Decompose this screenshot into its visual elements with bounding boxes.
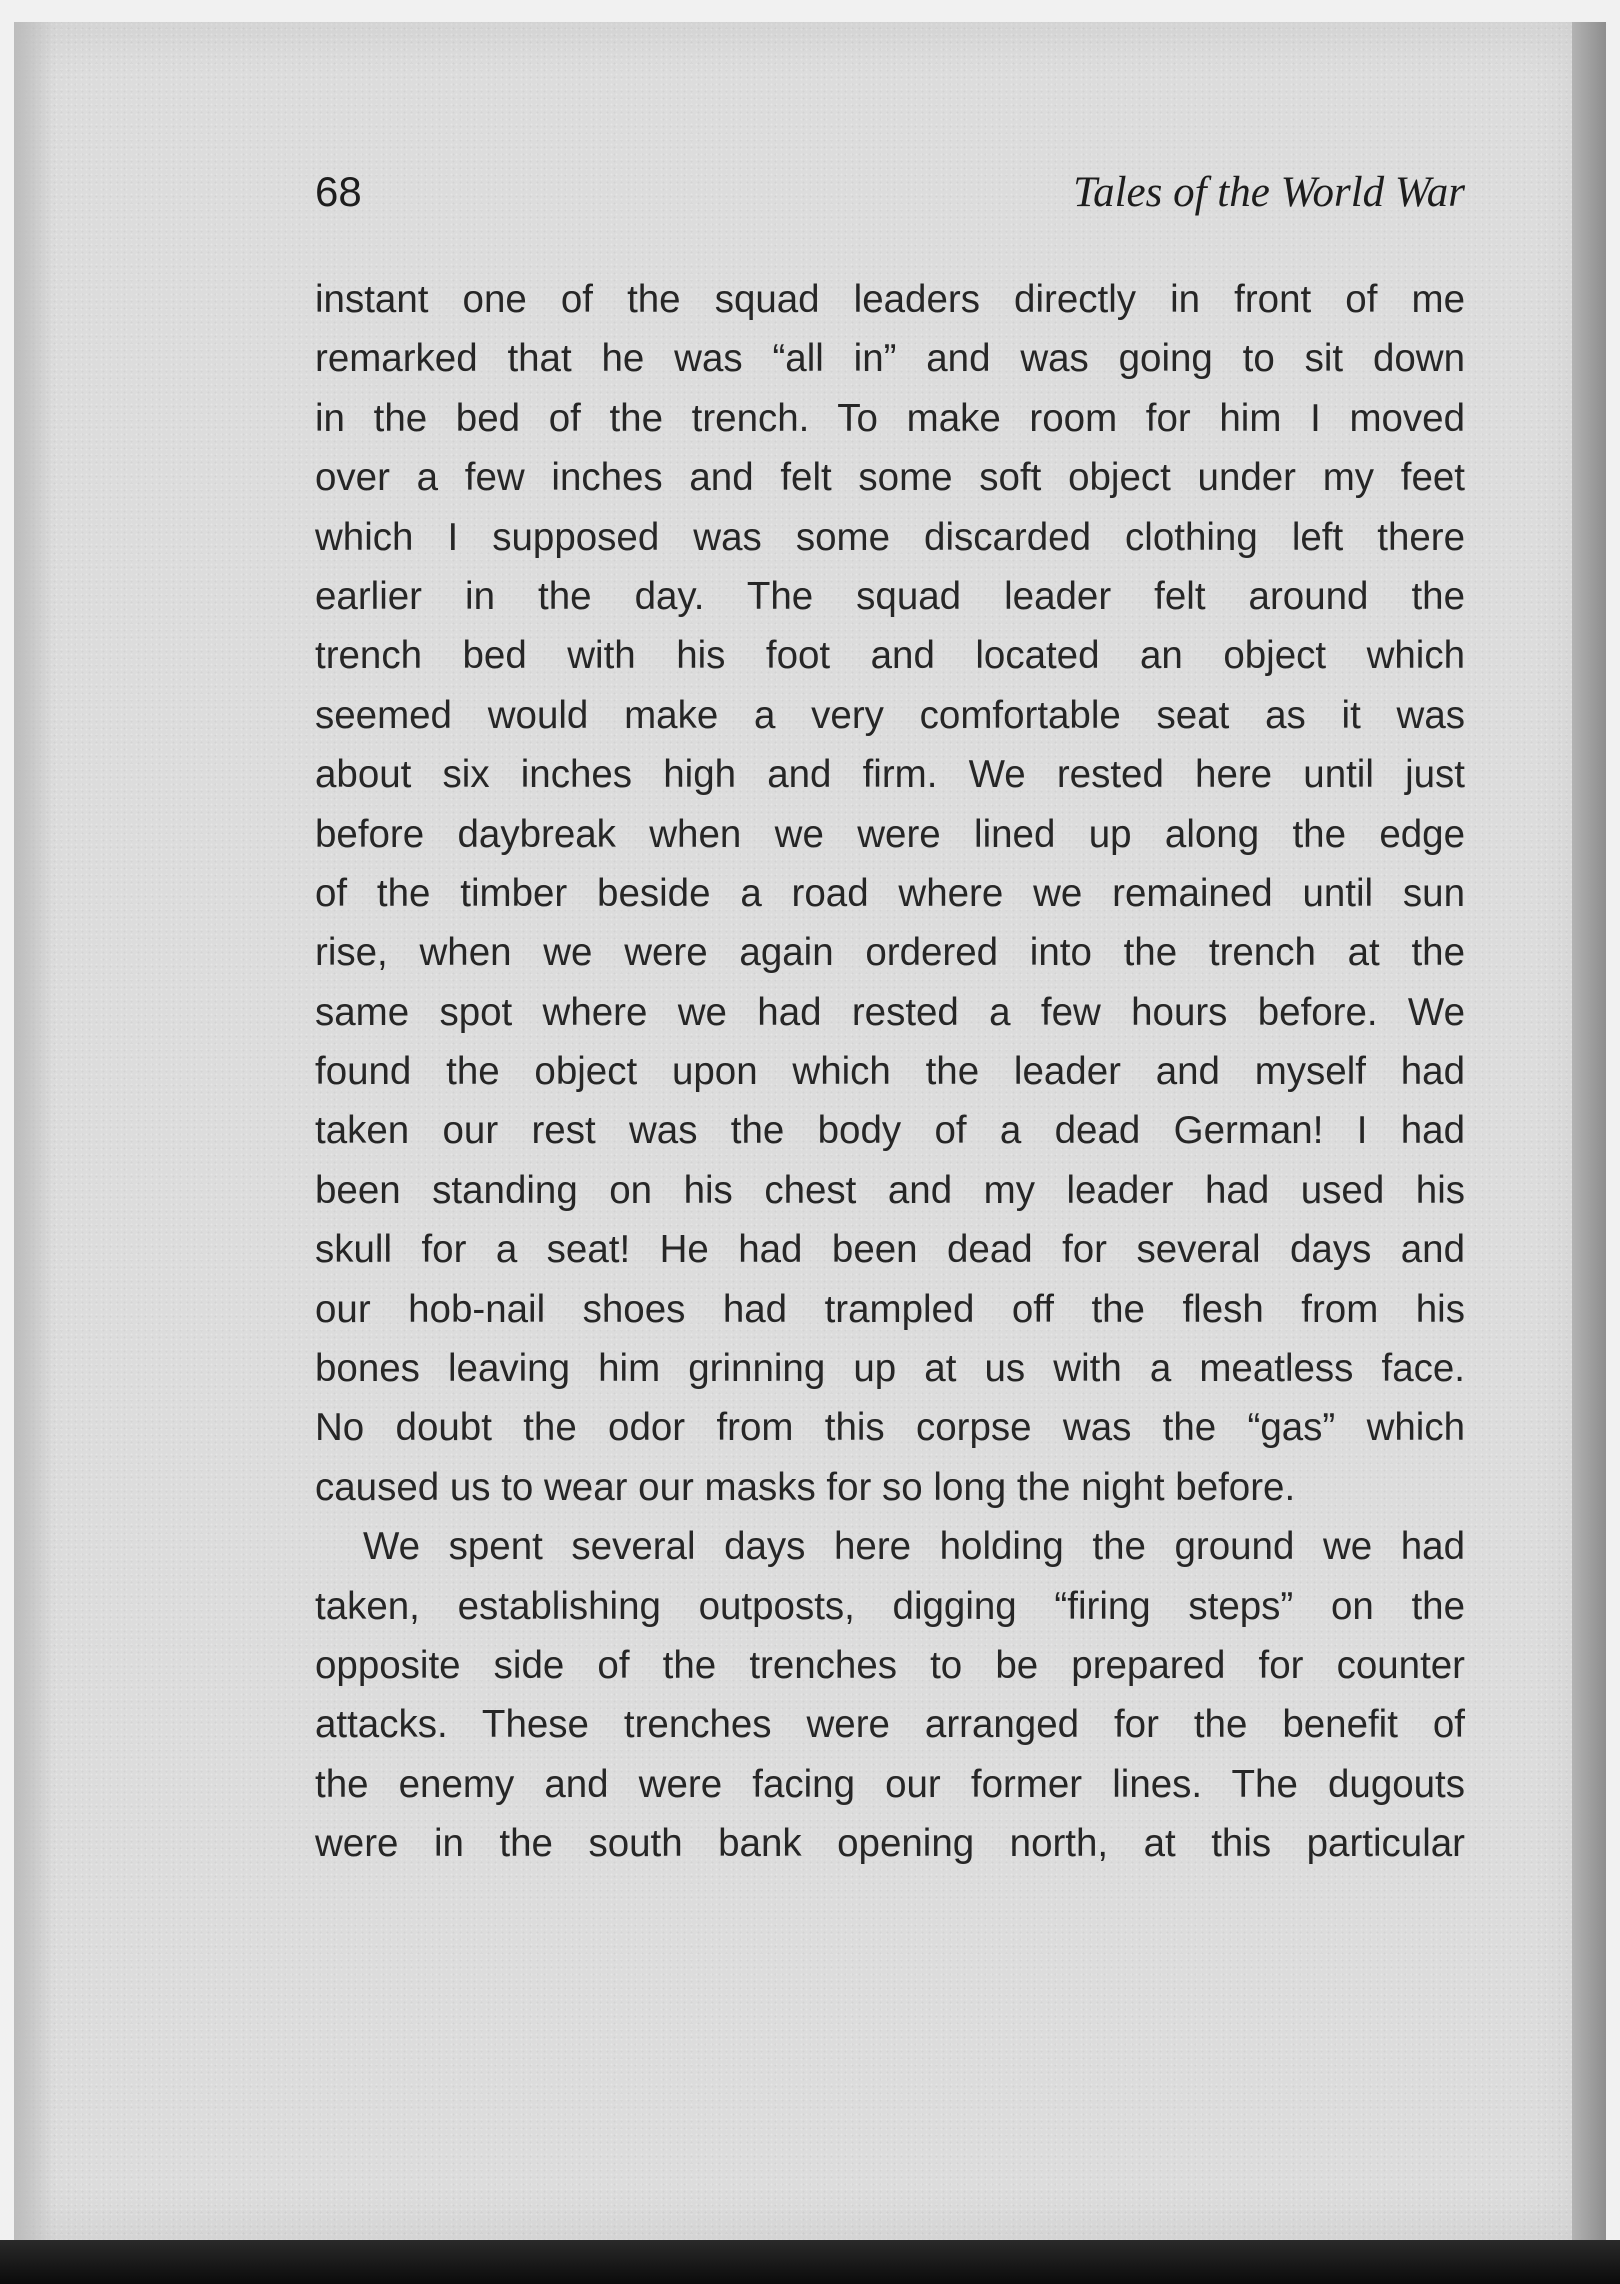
text-line: We spent several days here holding the ground we had — [363, 1525, 1465, 1569]
body-text — [315, 270, 1465, 1874]
paragraph-1 — [315, 270, 1465, 1517]
page-edge — [1572, 22, 1606, 2240]
text-line: about six inches high and firm. We rested here until just — [315, 753, 1465, 797]
text-line: were in the south bank opening north, at this particular — [315, 1822, 1465, 1866]
text-line: taken our rest was the body of a dead German! I had — [315, 1109, 1465, 1153]
text-line: before daybreak when we were lined up along the edge — [315, 812, 1465, 856]
text-line: trench bed with his foot and located an object which — [315, 634, 1465, 678]
text-line: the enemy and were facing our former lines. The dugouts — [315, 1762, 1465, 1806]
text-line: taken, establishing outposts, digging “firing steps” on the — [315, 1584, 1465, 1628]
text-line: No doubt the odor from this corpse was the “gas” which — [315, 1406, 1465, 1450]
page-number: 68 — [315, 168, 362, 215]
text-line: rise, when we were again ordered into the trench at the — [315, 931, 1465, 975]
text-line: same spot where we had rested a few hours before. We — [315, 990, 1465, 1034]
text-line: bones leaving him grinning up at us with a meatless face. — [315, 1347, 1465, 1391]
text-line: which I supposed was some discarded clothing left there — [315, 515, 1465, 559]
text-line: been standing on his chest and my leader had used his — [315, 1168, 1465, 1212]
page-gutter-shadow — [14, 22, 54, 2240]
text-line: our hob-nail shoes had trampled off the flesh from his — [315, 1287, 1465, 1331]
text-line: skull for a seat! He had been dead for several days and — [315, 1228, 1465, 1272]
text-line: attacks. These trenches were arranged for the benefit of — [315, 1703, 1465, 1747]
text-line: found the object upon which the leader and myself had — [315, 1050, 1465, 1094]
text-line: of the timber beside a road where we remained until sun — [315, 871, 1465, 915]
text-line: remarked that he was “all in” and was going to sit down — [315, 337, 1465, 381]
text-line: instant one of the squad leaders directly in front of me — [315, 278, 1465, 321]
text-line: seemed would make a very comfortable seat as it was — [315, 693, 1465, 737]
paragraph-2 — [315, 1517, 1465, 1873]
text-line: caused us to wear our masks for so long the night before. — [315, 1465, 1296, 1509]
text-line: earlier in the day. The squad leader felt around the — [315, 574, 1465, 618]
page-header — [315, 168, 1465, 228]
text-line: in the bed of the trench. To make room for him I moved — [315, 396, 1465, 440]
text-line: opposite side of the trenches to be prepared for counter — [315, 1643, 1465, 1687]
running-head: Tales of the World War — [1073, 169, 1465, 216]
scan-bottom-edge — [0, 2240, 1620, 2284]
text-line: over a few inches and felt some soft object under my feet — [315, 456, 1465, 500]
